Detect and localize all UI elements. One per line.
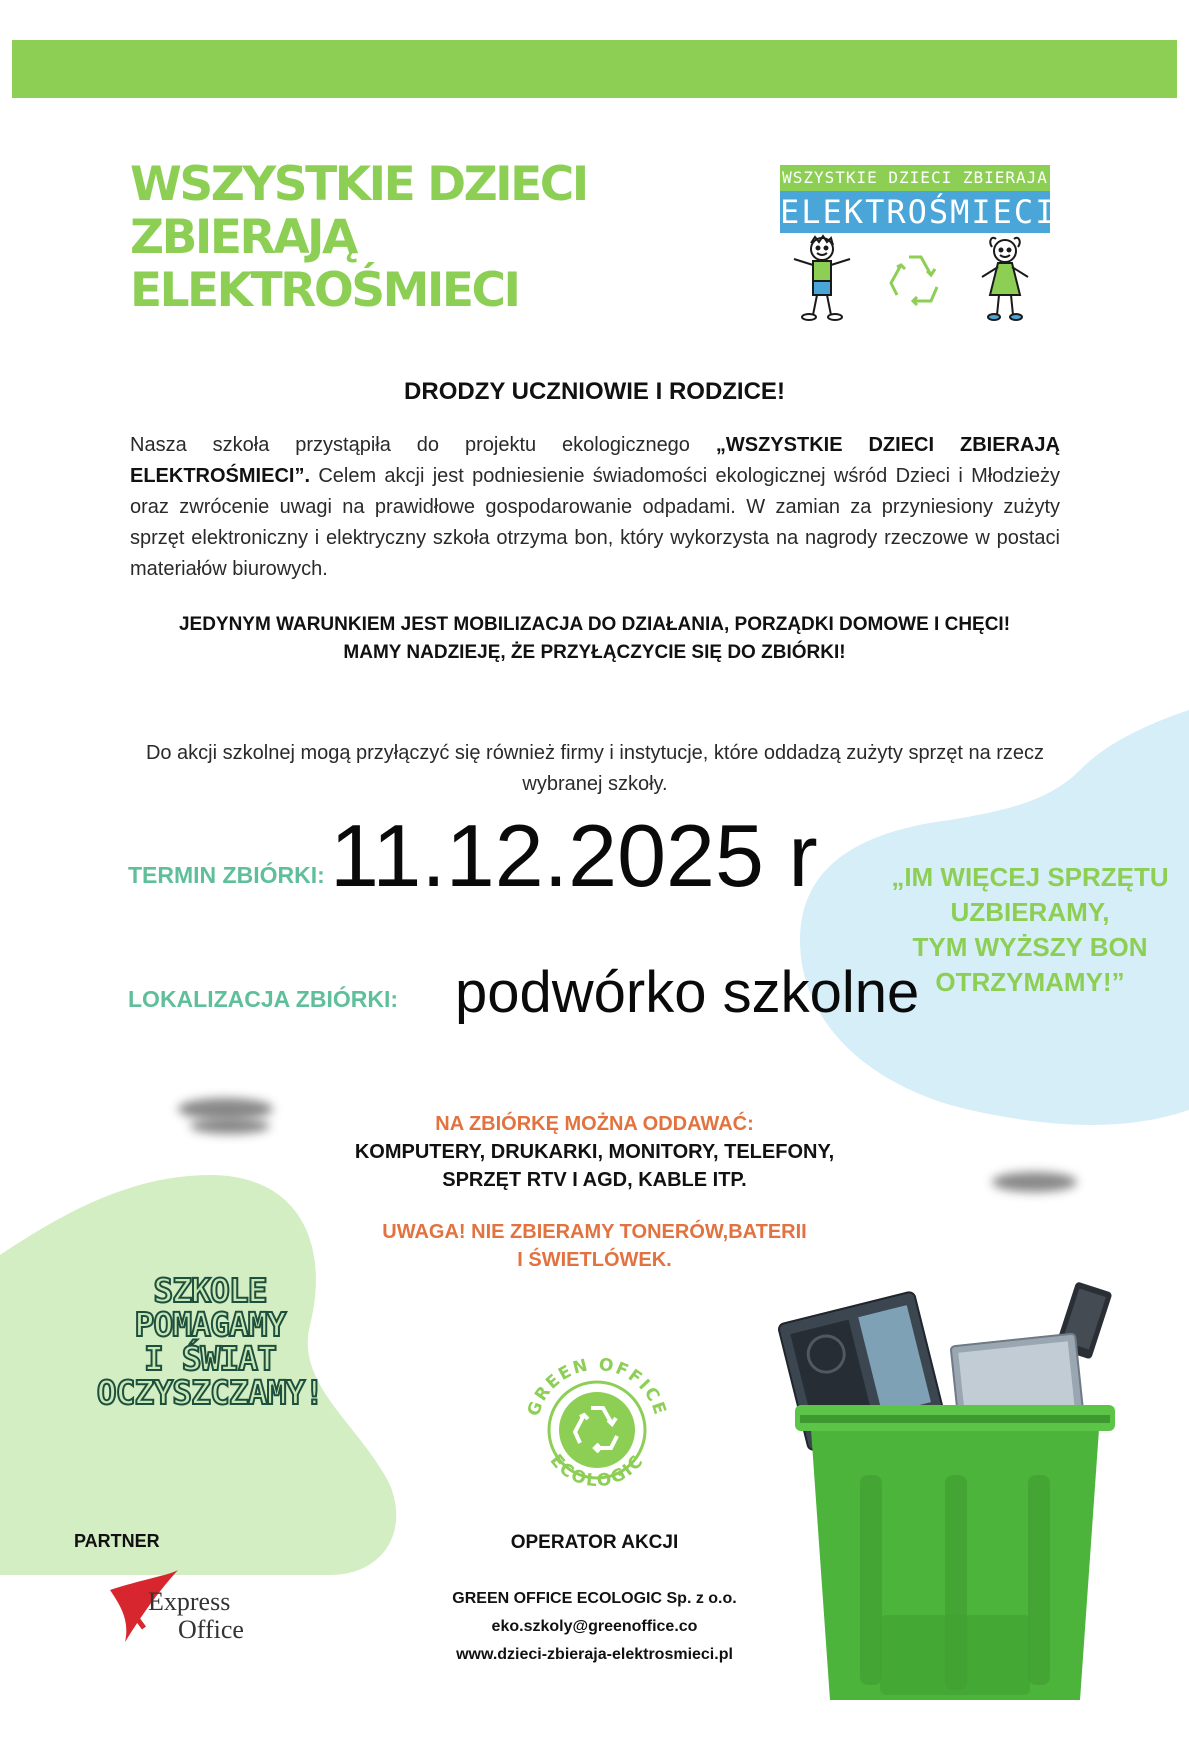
quote-line: UZBIERAMY,: [950, 897, 1110, 927]
partner-logo-word: Office: [178, 1615, 244, 1644]
seal-bottom-text: ECOLOGIC: [545, 1450, 649, 1492]
operator-email[interactable]: eko.szkoly@greenoffice.co: [491, 1618, 698, 1635]
operator-label: OPERATOR AKCJI: [510, 1532, 679, 1553]
seal-top-text: GREEN OFFICE: [523, 1354, 671, 1419]
slogan-line: I ŚWIAT: [143, 1339, 277, 1378]
top-banner-bar: [12, 40, 1177, 98]
slogan-line: SZKOLE: [153, 1271, 267, 1310]
slogan-line: POMAGAMY: [134, 1305, 286, 1344]
partner-label: PARTNER: [74, 1531, 160, 1551]
logo-main-text: ELEKTROŚMIECI: [780, 193, 1057, 231]
quote-line: TYM WYŻSZY BON: [912, 932, 1148, 962]
intro-project-name: „WSZYSTKIE DZIECI ZBIERAJĄ ELEKTROŚMIECI”.: [130, 434, 1060, 487]
partner-logo-word: Express: [148, 1587, 231, 1616]
accepted-heading: NA ZBIÓRKĘ MOŻNA ODDAWAĆ:: [435, 1113, 754, 1135]
logo-top-text: WSZYSTKIE DZIECI ZBIERAJA: [780, 165, 1050, 191]
accepted-line: SPRZĘT RTV I AGD, KABLE ITP.: [442, 1169, 747, 1191]
intro-text: Nasza szkoła przystąpiła do projektu ekologicznego: [130, 434, 716, 456]
location-value: podwórko szkolne: [455, 960, 920, 1025]
child-boy-icon: [794, 236, 850, 320]
intro-text: Celem akcji jest podniesienie świadomości ekologicznej wśród Dzieci i Młodzieży oraz zwrócenie uwagi na prawidłowe gospodarowanie odpadami. W zamian za przyniesiony zużyty sprzęt elektroniczny i elektryczny szkoła otrzyma bon, który wykorzysta na nagrody rzeczowe w postaci materiałów biurowych.: [130, 465, 1060, 580]
accepted-line: KOMPUTERY, DRUKARKI, MONITORY, TELEFONY,: [354, 1141, 835, 1163]
title-line: ELEKTROŚMIECI: [130, 263, 519, 318]
title-line: ZBIERAJĄ: [130, 210, 356, 265]
term-label: TERMIN ZBIÓRKI:: [128, 862, 325, 888]
page-title: [130, 158, 650, 317]
child-girl-icon: [982, 238, 1028, 320]
condition-text: [0, 611, 1189, 667]
warning-line: I ŚWIETLÓWEK.: [517, 1249, 672, 1271]
quote-line: OTRZYMAMY!”: [935, 967, 1125, 997]
logo-illustration: [780, 233, 1050, 325]
warning-text: [0, 1218, 1189, 1274]
condition-line: MAMY NADZIEJĘ, ŻE PRZYŁĄCZYCIE SIĘ DO ZBIÓRKI!: [343, 642, 846, 663]
condition-line: JEDYNYM WARUNKIEM JEST MOBILIZACJA DO DZIAŁANIA, PORZĄDKI DOMOWE I CHĘCI!: [178, 614, 1011, 635]
slogan: [40, 1271, 380, 1412]
location-label: LOKALIZACJA ZBIÓRKI:: [128, 986, 399, 1012]
recycle-icon: [891, 257, 937, 305]
companies-note: Do akcji szkolnej mogą przyłączyć się również firmy i instytucje, które oddadzą zużyty sprzęt na rzecz wybranej szkoły.: [145, 742, 1045, 795]
intro-paragraph: [130, 430, 1060, 585]
slogan-line: OCZYSZCZAMY!: [96, 1373, 324, 1412]
operator-website[interactable]: www.dzieci-zbieraja-elektrosmieci.pl: [456, 1646, 733, 1663]
title-line: WSZYSTKIE DZIECI: [130, 157, 587, 212]
operator-info: [0, 1585, 1189, 1669]
campaign-logo: [780, 165, 1057, 325]
greeting-heading: DRODZY UCZNIOWIE I RODZICE!: [404, 378, 785, 405]
term-value: 11.12.2025 r: [330, 806, 818, 905]
quote-line: „IM WIĘCEJ SPRZĘTU: [891, 862, 1169, 892]
green-office-seal: [522, 1350, 672, 1505]
warning-line: UWAGA! NIE ZBIERAMY TONERÓW,BATERII: [382, 1221, 807, 1243]
quote-text: [880, 860, 1180, 1000]
operator-company: GREEN OFFICE ECOLOGIC Sp. z o.o.: [452, 1590, 737, 1607]
accepted-items: [0, 1110, 1189, 1194]
